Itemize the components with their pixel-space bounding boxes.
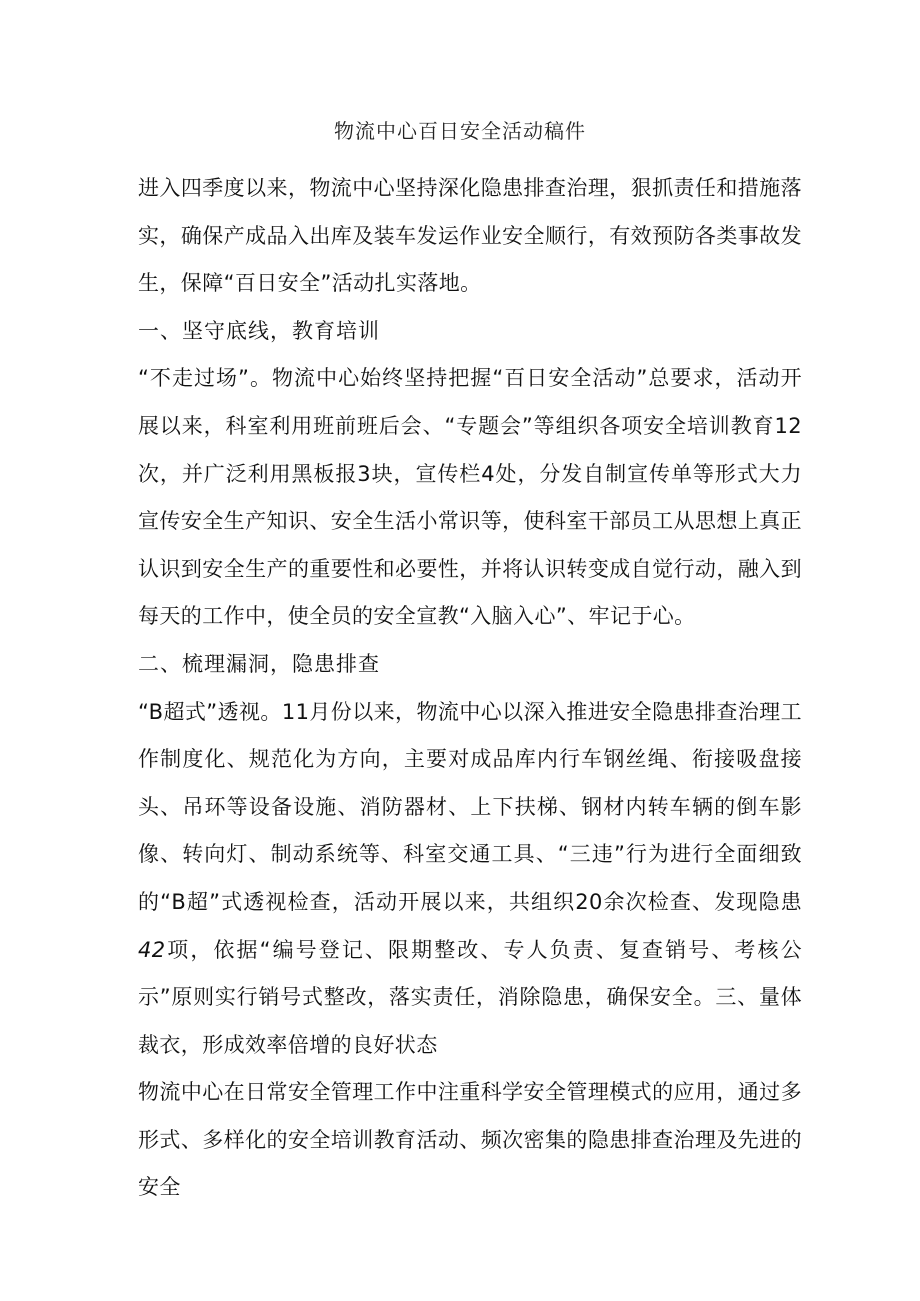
section-1-paragraph: “不走过场”。物流中心始终坚持把握“百日安全活动”总要求，活动开展以来，科室利用班前班后会、“专题会”等组织各项安全培训教育12次，并广泛利用黑板报3块，宣传栏4处，分发自制宣传单等形式大力宣传安全生产知识、安全生活小常识等，使科室干部员工从思想上真正认识到安全生产的重要性和必要性，并将认识转变成自觉行动，融入到每天的工作中，使全员的安全宣教“入脑入心”、牢记于心。 — [138, 366, 802, 629]
section-3-paragraph: 物流中心在日常安全管理工作中注重科学安全管理模式的应用，通过多形式、多样化的安全培训教育活动、频次密集的隐患排查治理及先进的安全 — [138, 1080, 802, 1200]
section-1-heading: 一、坚守底线，教育培训 — [138, 318, 380, 343]
section-2-text-part-1: “B超式”透视。11月份以来，物流中心以深入推进安全隐患排查治理工作制度化、规范化为方向，主要对成品库内行车钢丝绳、衔接吸盘接头、吊环等设备设施、消防器材、上下扶梯、钢材内转车辆的倒车影像、转向灯、制动系统等、科室交通工具、“三违”行为进行全面细致的“B超”式透视检查，活动开展以来，共组织20余次检查、发现隐患 — [138, 699, 802, 914]
section-2-heading: 二、梳理漏洞，隐患排查 — [138, 651, 380, 676]
section-2-text-part-2: 项，依据“编号登记、限期整改、专人负责、复查销号、考核公示”原则实行销号式整改，落实责任，消除隐患，确保安全。三、量体裁衣，形成效率倍增的良好状态 — [138, 937, 802, 1057]
section-2-paragraph — [138, 689, 802, 1070]
document-title: 物流中心百日安全活动稿件 — [334, 119, 586, 143]
document-body — [138, 165, 802, 1212]
intro-paragraph: 进入四季度以来，物流中心坚持深化隐患排查治理，狠抓责任和措施落实，确保产成品入出库及装车发运作业安全顺行，有效预防各类事故发生，保障“百日安全”活动扎实落地。 — [138, 176, 802, 296]
hazard-count: 42 — [138, 937, 166, 962]
